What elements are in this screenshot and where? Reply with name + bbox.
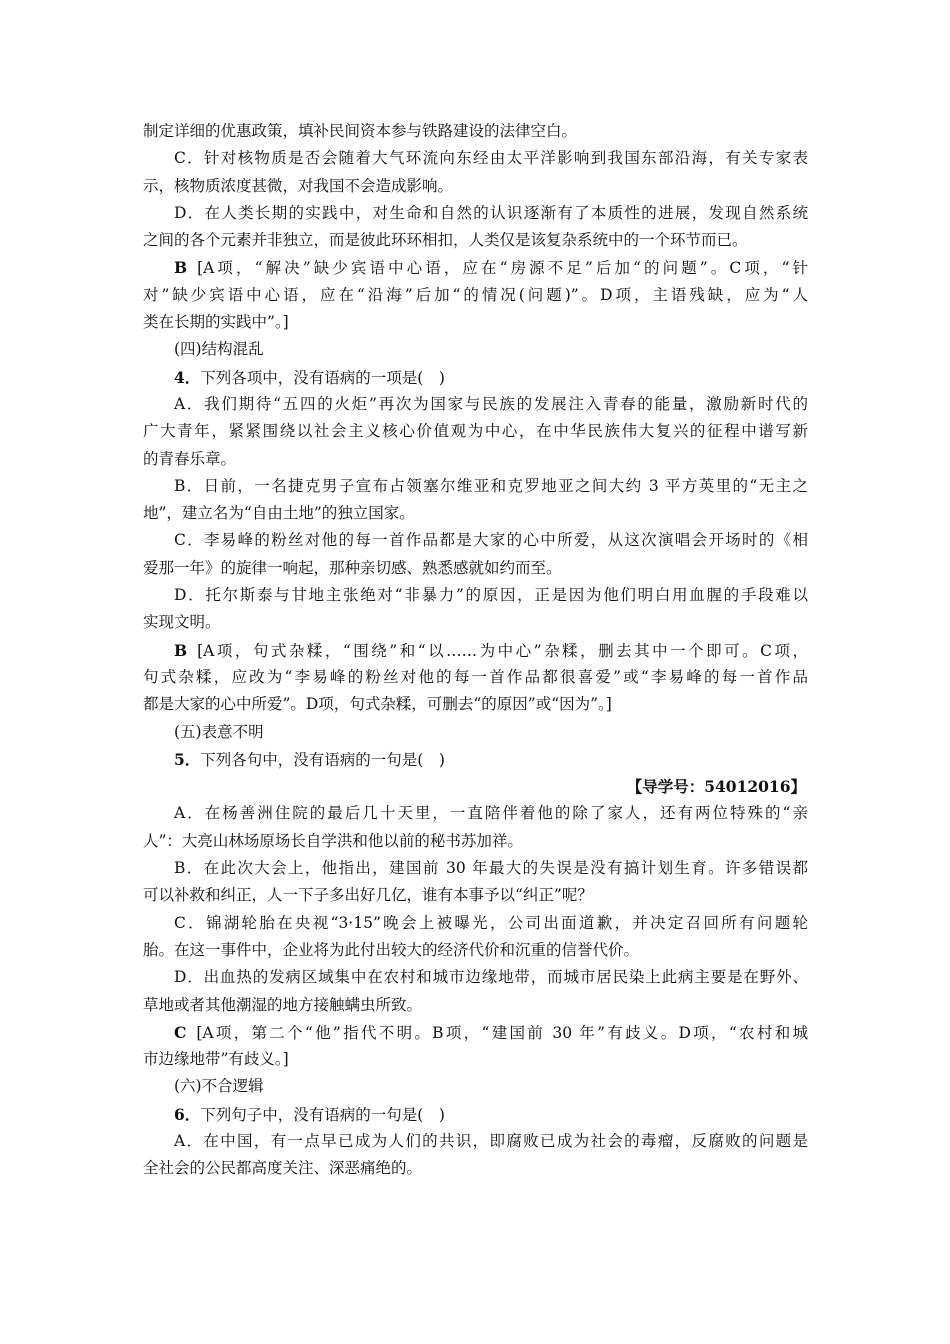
- text-line-l23: [143, 719, 808, 746]
- text-line-l12: [143, 418, 808, 445]
- line-text: 都是大家的心中所爱”。D项，句式杂糅，可删去“的原因”或“因为”。]: [143, 695, 612, 714]
- line-text: 下列各项中，没有语病的一项是( ): [200, 368, 445, 387]
- text-line-l30: [143, 910, 808, 937]
- answer-letter: B: [174, 640, 188, 660]
- text-line-l27: [143, 828, 808, 855]
- line-text: 实现文明。: [143, 613, 221, 632]
- text-line-l10: [143, 364, 808, 391]
- line-text: 的青春乐章。: [143, 449, 237, 468]
- line-text: 广大青年，紧紧围绕以社会主义核心价值观为中心，在中华民族伟大复兴的征程中谱写新: [143, 422, 808, 441]
- line-text: 下列句子中，没有语病的一句是( ): [200, 1105, 445, 1124]
- text-line-l16: [143, 527, 808, 554]
- text-line-l35: [143, 1046, 808, 1073]
- line-text: [A项，第二个“他”指代不明。B项，“建国前 30 年”有歧义。D项，“农村和城: [196, 1023, 808, 1042]
- text-line-l24: [143, 746, 808, 773]
- text-line-l06: [143, 254, 808, 281]
- line-text: 类在长期的实践中”。]: [143, 313, 289, 332]
- text-line-l38: [143, 1128, 808, 1155]
- text-line-l04: [143, 200, 808, 227]
- line-text: 市边缘地带”有歧义。]: [143, 1050, 289, 1069]
- line-text: B．日前，一名捷克男子宣布占领塞尔维亚和克罗地亚之间大约 3 平方英里的“无主之: [174, 476, 808, 495]
- line-text: D．在人类长期的实践中，对生命和自然的认识逐渐有了本质性的进展，发现自然系统: [174, 203, 808, 222]
- line-text: (五)表意不明: [174, 722, 264, 741]
- text-line-l37: [143, 1101, 808, 1128]
- line-text: C．锦湖轮胎在央视“3·15”晚会上被曝光，公司出面道歉，并决定召回所有问题轮: [174, 913, 808, 932]
- line-text: 下列各句中，没有语病的一句是( ): [200, 750, 445, 769]
- text-line-l15: [143, 500, 808, 527]
- line-text: 草地或者其他潮湿的地方接触螨虫所致。: [143, 995, 423, 1014]
- question-number: 6．: [174, 1104, 201, 1124]
- text-line-l21: [143, 664, 808, 691]
- text-line-l13: [143, 446, 808, 473]
- line-text: 胎。在这一事件中，企业将为此付出较大的经济代价和沉重的信誉代价。: [143, 940, 640, 959]
- line-text: 制定详细的优惠政策，填补民间资本参与铁路建设的法律空白。: [143, 122, 578, 140]
- text-line-l18: [143, 582, 808, 609]
- line-text: (四)结构混乱: [174, 340, 264, 359]
- text-line-l08: [143, 309, 808, 336]
- line-text: (六)不合逻辑: [174, 1077, 264, 1096]
- question-number: 4．: [174, 367, 201, 387]
- text-line-l25: [143, 773, 808, 800]
- line-text: 可以补救和纠正，人一下子多出好几亿，谁有本事予以“纠正”呢？: [143, 886, 593, 905]
- text-line-l01: [143, 118, 808, 145]
- line-text: D．托尔斯泰与甘地主张绝对“非暴力”的原因，正是因为他们明白用血腥的手段难以: [174, 586, 808, 605]
- line-text: 示，核物质浓度甚微，对我国不会造成影响。: [143, 176, 454, 195]
- text-line-l32: [143, 964, 808, 991]
- text-line-l09: [143, 336, 808, 363]
- text-line-l14: [143, 473, 808, 500]
- line-text: A．在中国，有一点早已成为人们的共识，即腐败已成为社会的毒瘤，反腐败的问题是: [174, 1131, 808, 1150]
- line-text: [A项，“解决”缺少宾语中心语，应在“房源不足”后加“的问题”。C项，“针: [197, 259, 808, 278]
- line-text: 全社会的公民都高度关注、深恶痛绝的。: [143, 1159, 423, 1178]
- text-line-l28: [143, 855, 808, 882]
- text-line-l33: [143, 992, 808, 1019]
- line-text: 【导学号：54012016】: [626, 777, 806, 797]
- line-text: A．我们期待“五四的火炬”再次为国家与民族的发展注入青春的能量，激励新时代的: [174, 394, 808, 413]
- line-text: 地”，建立名为“自由土地”的独立国家。: [143, 504, 415, 523]
- line-text: A．在杨善洲住院的最后几十天里，一直陪伴着他的除了家人，还有两位特殊的“亲: [174, 804, 808, 823]
- text-line-l29: [143, 882, 808, 909]
- line-text: 之间的各个元素并非独立，而是彼此环环相扣，人类仅是该复杂系统中的一个环节而已。: [143, 231, 748, 250]
- text-line-l36: [143, 1073, 808, 1100]
- question-number: 5．: [174, 749, 201, 769]
- text-line-l19: [143, 609, 808, 636]
- text-line-l39: [143, 1155, 808, 1182]
- text-line-l02: [143, 145, 808, 172]
- text-line-l31: [143, 937, 808, 964]
- document-page: [143, 118, 808, 1183]
- line-text: 人”：大亮山林场原场长自学洪和他以前的秘书苏加祥。: [143, 831, 523, 850]
- line-text: B．在此次大会上，他指出，建国前 30 年最大的失误是没有搞计划生育。许多错误都: [174, 859, 808, 878]
- line-text: [A项，句式杂糅，“围绕”和“以……为中心”杂糅，删去其中一个即可。C项，: [197, 641, 808, 660]
- text-line-l20: [143, 637, 808, 664]
- text-line-l34: [143, 1019, 808, 1046]
- text-line-l03: [143, 173, 808, 200]
- line-text: C．针对核物质是否会随着大气环流向东经由太平洋影响到我国东部沿海，有关专家表: [174, 149, 808, 168]
- line-text: D．出血热的发病区域集中在农村和城市边缘地带，而城市居民染上此病主要是在野外、: [174, 968, 808, 987]
- text-line-l05: [143, 227, 808, 254]
- answer-letter: C: [174, 1022, 187, 1042]
- line-text: C．李易峰的粉丝对他的每一首作品都是大家的心中所爱，从这次演唱会开场时的《相: [174, 531, 808, 550]
- text-line-l26: [143, 800, 808, 827]
- line-text: 爱那一年》的旋律一响起，那种亲切感、熟悉感就如约而至。: [143, 558, 562, 577]
- line-text: 句式杂糅，应改为“李易峰的粉丝对他的每一首作品都很喜爱”或“李易峰的每一首作品: [143, 667, 808, 686]
- text-line-l22: [143, 691, 808, 718]
- line-text: 对”缺少宾语中心语，应在“沿海”后加“的情况(问题)”。D项，主语残缺，应为“人: [143, 285, 808, 304]
- answer-letter: B: [174, 258, 188, 278]
- text-line-l07: [143, 282, 808, 309]
- text-line-l11: [143, 391, 808, 418]
- text-line-l17: [143, 555, 808, 582]
